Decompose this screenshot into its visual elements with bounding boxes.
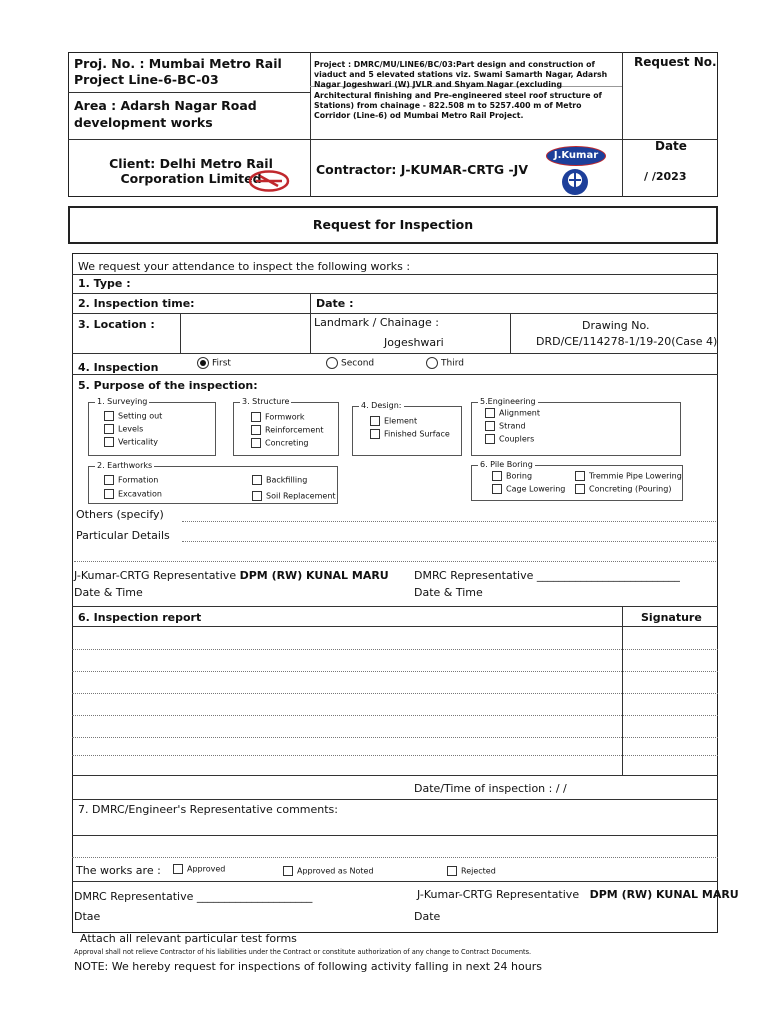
particular-label: Particular Details xyxy=(76,529,170,542)
date-value: / /2023 xyxy=(644,170,687,183)
purpose-label: 5. Purpose of the inspection: xyxy=(78,379,258,392)
contractor: Contractor: J-KUMAR-CRTG -JV xyxy=(316,162,528,177)
check-setting-out[interactable]: Setting out xyxy=(104,411,162,421)
form-box xyxy=(72,253,718,933)
inspection-time-label: 2. Inspection time: xyxy=(78,297,195,310)
date-label: Date xyxy=(655,139,687,153)
check-verticality[interactable]: Verticality xyxy=(104,437,158,447)
approval-note: Approval shall not relieve Contractor of his liabilities under the Contract or constitute authorization of any change to Contract Documents. xyxy=(74,948,532,956)
check-backfilling[interactable]: Backfilling xyxy=(252,475,307,485)
particular-line-2[interactable] xyxy=(74,561,716,562)
check-couplers[interactable]: Couplers xyxy=(485,434,534,444)
group-engineering: 5.Engineering xyxy=(471,402,681,456)
check-alignment[interactable]: Alignment xyxy=(485,408,540,418)
landmark-value: Jogeshwari xyxy=(384,336,444,349)
location-label: 3. Location : xyxy=(78,318,155,331)
check-soil-replacement[interactable]: Soil Replacement xyxy=(252,491,336,501)
check-boring[interactable]: Boring xyxy=(492,471,532,481)
check-concreting[interactable]: Concreting xyxy=(251,438,309,448)
drawing-no-label: Drawing No. xyxy=(582,319,650,332)
group-pile-boring: 6. Pile Boring xyxy=(471,465,683,501)
attach-note: Attach all relevant particular test forms xyxy=(80,932,297,945)
client: Client: Delhi Metro Rail Corporation Limited xyxy=(109,156,273,186)
crtg-logo xyxy=(560,168,590,196)
dmrc-logo xyxy=(248,170,290,192)
dtae-label: Dtae xyxy=(74,910,101,923)
group-structure: 3. Structure xyxy=(233,402,339,456)
area: Area : Adarsh Nagar Road development works xyxy=(74,98,257,130)
type-label: 1. Type : xyxy=(78,277,131,290)
date-time-inspection: Date/Time of inspection : / / xyxy=(414,782,567,795)
signature-label: Signature xyxy=(641,611,702,624)
proj-no: Proj. No. : Mumbai Metro Rail Project Line-6-BC-03 xyxy=(74,56,282,87)
check-approved-as-noted[interactable]: Approved as Noted xyxy=(283,866,374,876)
jk-rep-label: J-Kumar-CRTG Representative DPM (RW) KUNAL MARU xyxy=(74,569,389,582)
check-strand[interactable]: Strand xyxy=(485,421,526,431)
project-description: Project : DMRC/MU/LINE6/BC/03:Part design and construction of viaduct and 5 elevated stations viz. Swami Samarth Nagar, Adarsh Nagar Jogeshwari (W) JVLR and Shyam Nagar (excluding Architectural finishing and Pre-engineered steel roof structure of Stations) from chainage - 822.508 m to 5257.400 m of Metro Corridor (Line-6) od Mumbai Metro Rail Project. xyxy=(314,60,608,121)
particular-line-1[interactable] xyxy=(182,541,716,542)
dmrc-rep-label: DMRC Representative __________________________ xyxy=(414,569,680,582)
others-line[interactable] xyxy=(182,521,716,522)
comments-label: 7. DMRC/Engineer's Representative comments: xyxy=(78,803,338,816)
report-label: 6. Inspection report xyxy=(78,611,202,624)
dmrc-date-time: Date & Time xyxy=(414,586,483,599)
date2-label: Date xyxy=(414,910,441,923)
group-earthworks: 2. Earthworks xyxy=(88,466,338,504)
others-label: Others (specify) xyxy=(76,508,164,521)
check-rejected[interactable]: Rejected xyxy=(447,866,496,876)
check-concreting-pouring[interactable]: Concreting (Pouring) xyxy=(575,484,671,494)
dmrc-rep2: DMRC Representative _____________________ xyxy=(74,890,313,903)
request-no-label: Request No. xyxy=(634,55,717,69)
check-reinforcement[interactable]: Reinforcement xyxy=(251,425,323,435)
jkumar-logo: J.Kumar xyxy=(546,146,606,166)
check-finished-surface[interactable]: Finished Surface xyxy=(370,429,450,439)
check-cage-lowering[interactable]: Cage Lowering xyxy=(492,484,565,494)
intro-text: We request your attendance to inspect the following works : xyxy=(78,260,411,273)
jk-date-time: Date & Time xyxy=(74,586,143,599)
radio-third[interactable]: Third xyxy=(426,357,464,369)
works-are-label: The works are : xyxy=(76,864,161,877)
date-field-label: Date : xyxy=(316,297,354,310)
footer-note: NOTE: We hereby request for inspections of following activity falling in next 24 hours xyxy=(74,960,542,973)
radio-first[interactable]: First xyxy=(197,357,231,369)
page-title: Request for Inspection xyxy=(312,217,474,232)
check-formation[interactable]: Formation xyxy=(104,475,158,485)
check-excavation[interactable]: Excavation xyxy=(104,489,162,499)
check-element[interactable]: Element xyxy=(370,416,417,426)
group-surveying: 1. Surveying xyxy=(88,402,216,456)
check-approved[interactable]: Approved xyxy=(173,864,225,874)
jk-rep2: J-Kumar-CRTG Representative DPM (RW) KUNAL MARU xyxy=(417,888,739,901)
radio-second[interactable]: Second xyxy=(326,357,374,369)
group-design: 4. Design: xyxy=(352,406,462,456)
check-levels[interactable]: Levels xyxy=(104,424,143,434)
check-formwork[interactable]: Formwork xyxy=(251,412,305,422)
inspection-label: 4. Inspection xyxy=(78,361,159,374)
landmark-label: Landmark / Chainage : xyxy=(314,316,439,329)
check-tremmie[interactable]: Tremmie Pipe Lowering xyxy=(575,471,682,481)
drawing-no: DRD/CE/114278-1/19-20(Case 4) xyxy=(536,335,718,348)
